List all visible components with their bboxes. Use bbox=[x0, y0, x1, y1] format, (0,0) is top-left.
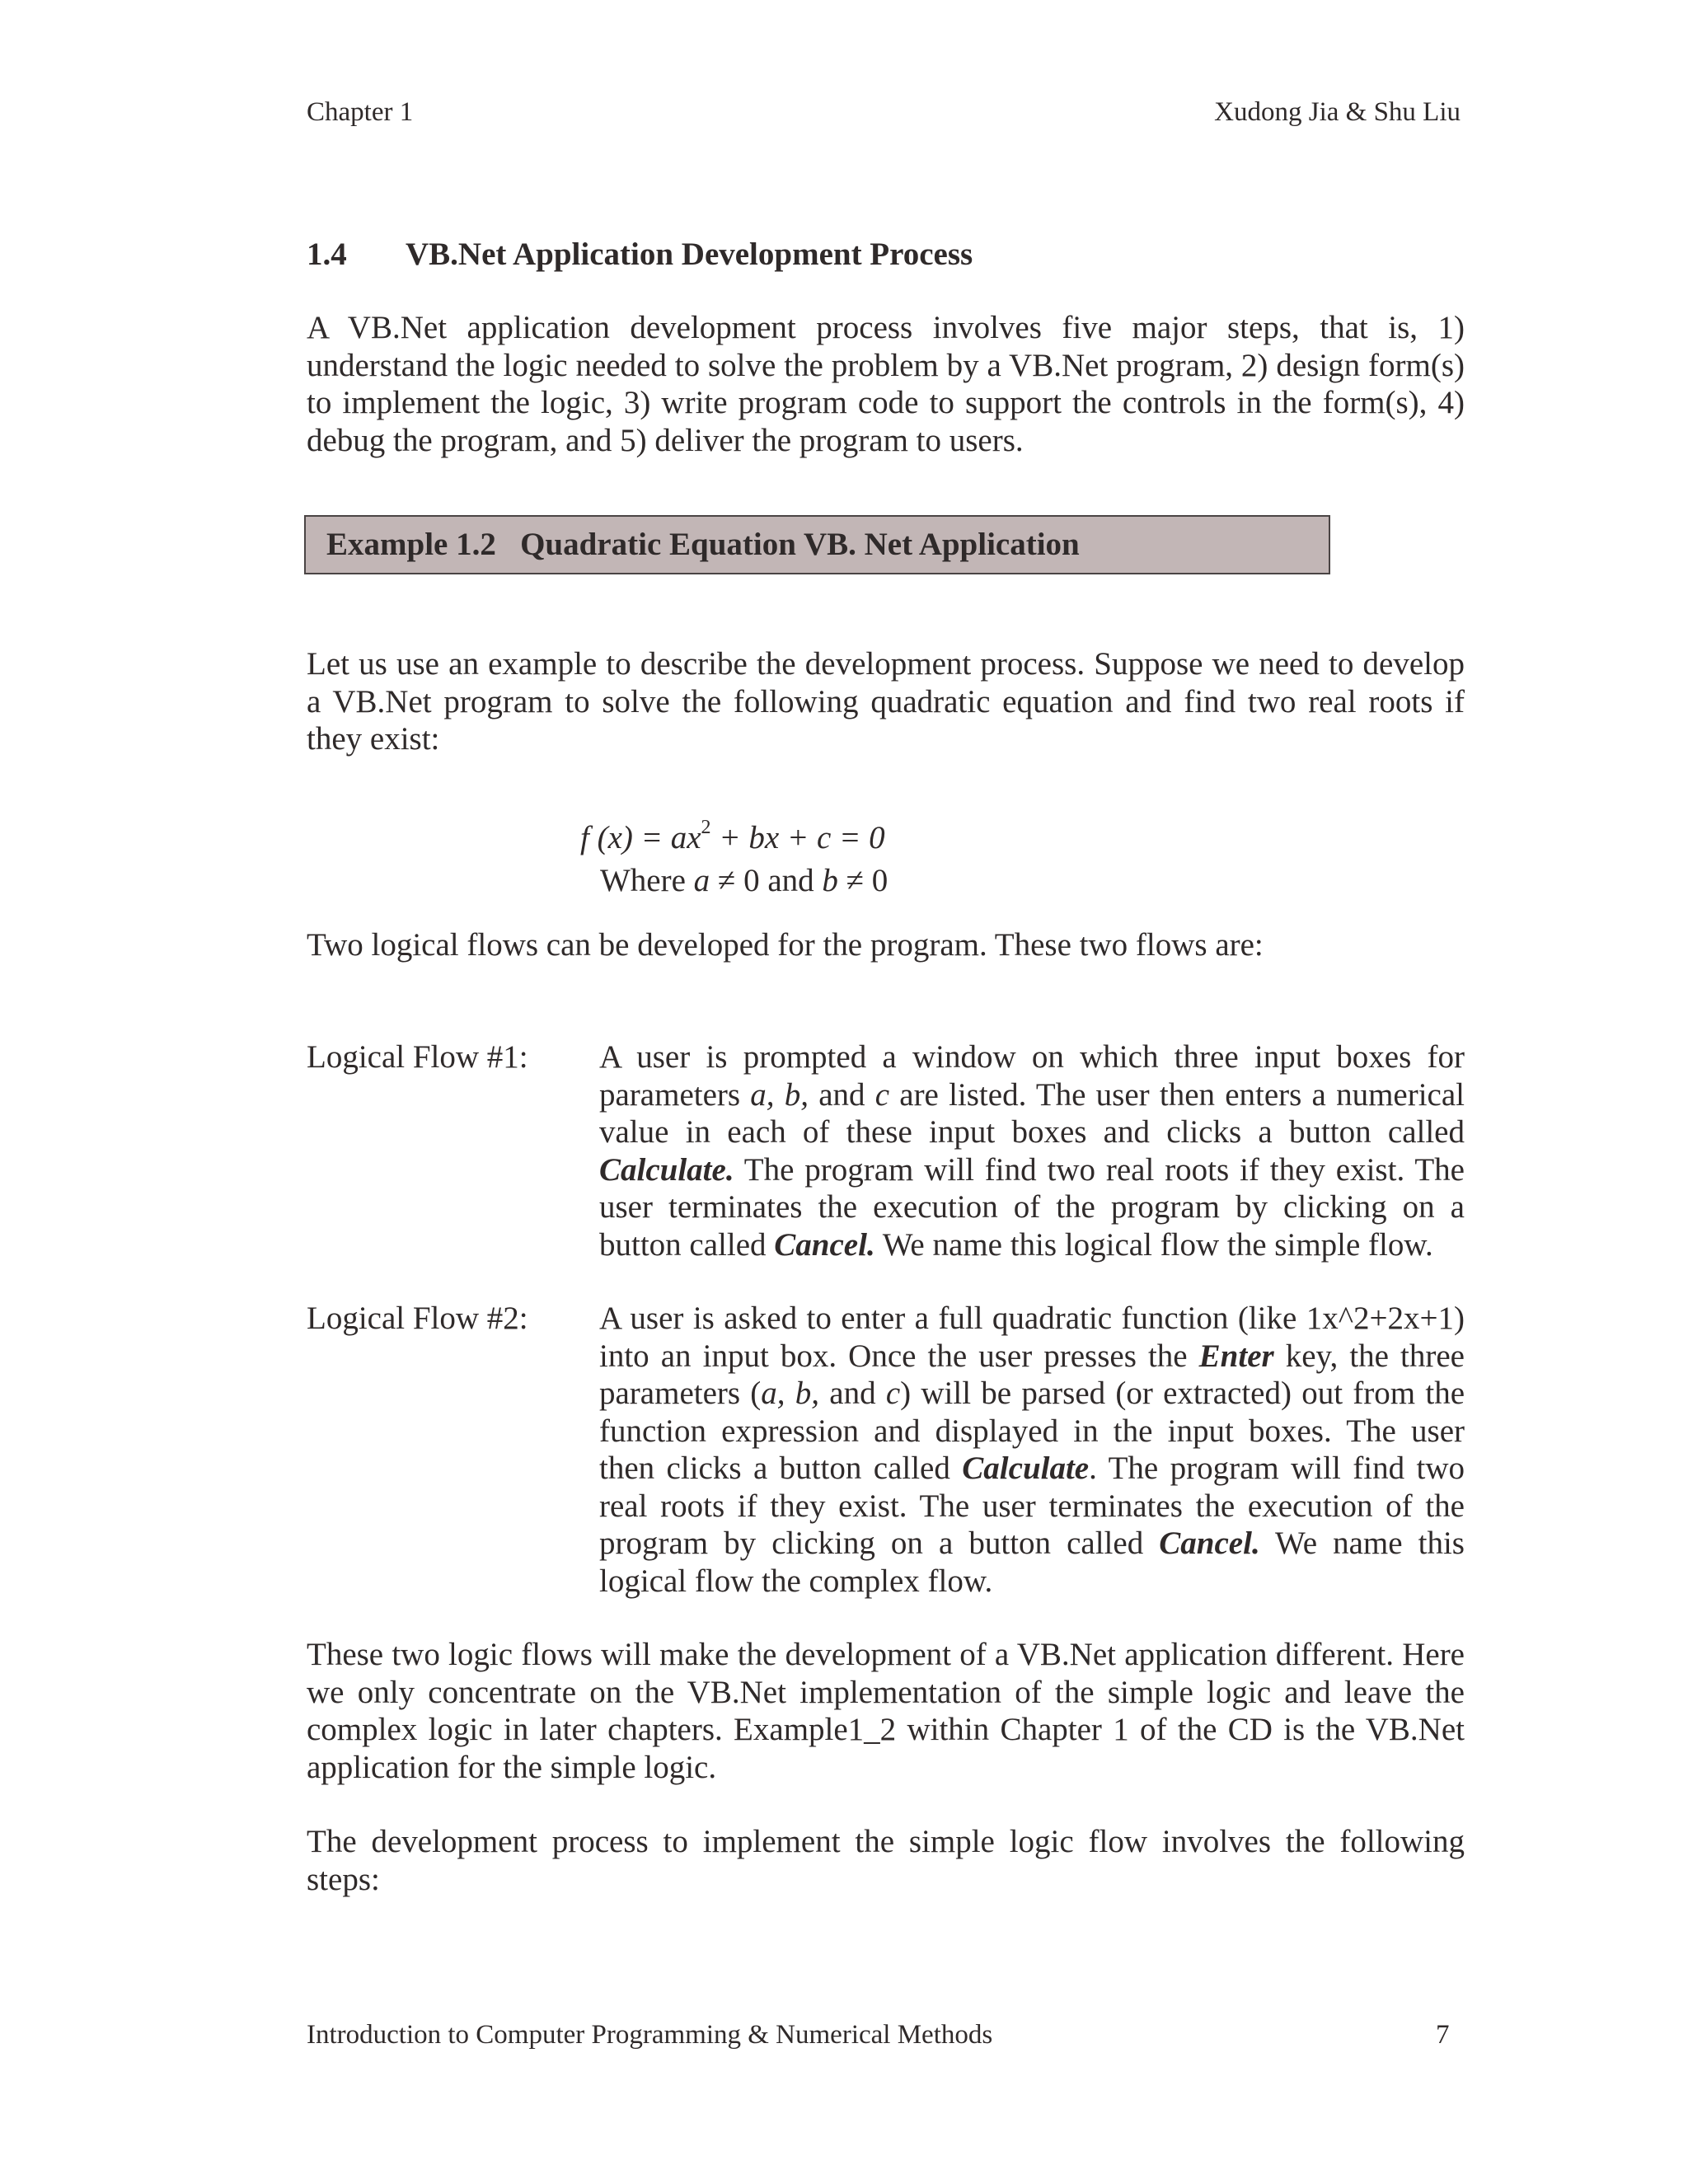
flows-intro-paragraph: Two logical flows can be developed for the program. These two flows are: bbox=[307, 927, 1264, 963]
flow2-description: A user is asked to enter a full quadratic function (like 1x^2+2x+1) into an input box. Once the user presses the Enter key, the three parameters (a, b, and c) will be parsed (or extracted) out from the function expression and displayed in the input boxes. The user then clicks a button called Calculate. The program will find two real roots if they exist. The user terminates the execution of the program by clicking on a button called Cancel. We name this logical flow the complex flow. bbox=[599, 1301, 1465, 1599]
example-label: Example 1.2 bbox=[326, 527, 496, 562]
quadratic-equation bbox=[580, 806, 888, 902]
equation-exponent: 2 bbox=[701, 817, 711, 838]
example-name: Quadratic Equation VB. Net Application bbox=[520, 527, 1080, 562]
running-header-authors: Xudong Jia & Shu Liu bbox=[1214, 97, 1461, 127]
equation-rhs: + bx + c = 0 bbox=[710, 820, 885, 855]
equation-formula bbox=[580, 806, 888, 860]
section-title: VB.Net Application Development Process bbox=[406, 237, 973, 272]
example-banner bbox=[304, 515, 1330, 574]
flow1-label: Logical Flow #1: bbox=[307, 1039, 528, 1075]
running-header-chapter: Chapter 1 bbox=[307, 97, 414, 127]
example-intro-paragraph: Let us use an example to describe the development process. Suppose we need to develop a VB.Net program to solve the following quadratic equation and find two real roots if they exist: bbox=[307, 646, 1465, 757]
example-title bbox=[326, 526, 1080, 563]
intro-paragraph: A VB.Net application development process involves five major steps, that is, 1) understand the logic needed to solve the problem by a VB.Net program, 2) design form(s) to implement the logic, 3) write program code to support the controls in the form(s), 4) debug the program, and 5) deliver the program to users. bbox=[307, 310, 1465, 458]
page-number: 7 bbox=[1436, 2020, 1450, 2050]
section-number: 1.4 bbox=[307, 237, 347, 272]
section-heading bbox=[307, 236, 973, 273]
flow2-label: Logical Flow #2: bbox=[307, 1301, 528, 1336]
running-footer-title: Introduction to Computer Programming & Numerical Methods bbox=[307, 2020, 993, 2050]
flow1-description: A user is prompted a window on which three input boxes for parameters a, b, and c are listed. The user then enters a numerical value in each of these input boxes and clicks a button called Calculate. The program will find two real roots if they exist. The user terminates the execution of the program by clicking on a button called Cancel. We name this logical flow the simple flow. bbox=[599, 1039, 1465, 1263]
steps-intro-paragraph: The development process to implement the simple logic flow involves the following steps: bbox=[307, 1824, 1465, 1897]
equation-condition: Where a ≠ 0 and b ≠ 0 bbox=[600, 863, 889, 898]
comparison-paragraph: These two logic flows will make the development of a VB.Net application different. Here we only concentrate on the VB.Net implementation of the simple logic and leave the complex logic in later chapters. Example1_2 within Chapter 1 of the CD is the VB.Net application for the simple logic. bbox=[307, 1637, 1465, 1785]
equation-lhs: f (x) = ax bbox=[580, 820, 701, 855]
